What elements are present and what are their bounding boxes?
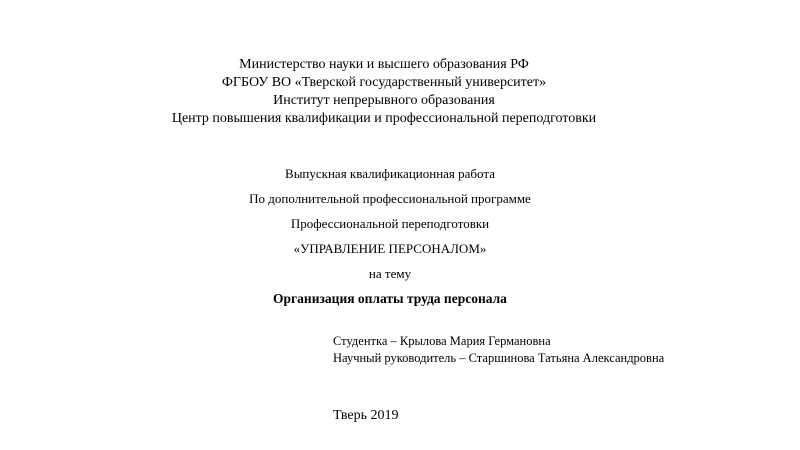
on-topic-label: на тему [368, 266, 412, 281]
retraining-line: Профессиональной переподготовки [290, 216, 490, 231]
supervisor-line: Научный руководитель – Старшинова Татьяна Александровна [333, 351, 665, 365]
university-line: ФГБОУ ВО «Тверской государственный университет» [221, 75, 547, 90]
authors-block [333, 333, 664, 367]
work-topic: Организация оплаты труда персонала [273, 291, 507, 306]
city-year: Тверь 2019 [333, 408, 399, 423]
institute-line: Институт непрерывного образования [273, 93, 495, 108]
work-type: Выпускная квалификационная работа [285, 166, 495, 181]
center-line: Центр повышения квалификации и профессиональной переподготовки [171, 111, 597, 126]
student-line: Студентка – Крылова Мария Германовна [333, 334, 551, 348]
program-name: «УПРАВЛЕНИЕ ПЕРСОНАЛОМ» [293, 241, 487, 256]
program-line: По дополнительной профессиональной программе [249, 191, 531, 206]
work-title-block [0, 166, 780, 316]
ministry-line: Министерство науки и высшего образования РФ [239, 57, 529, 72]
institution-header [0, 56, 768, 128]
